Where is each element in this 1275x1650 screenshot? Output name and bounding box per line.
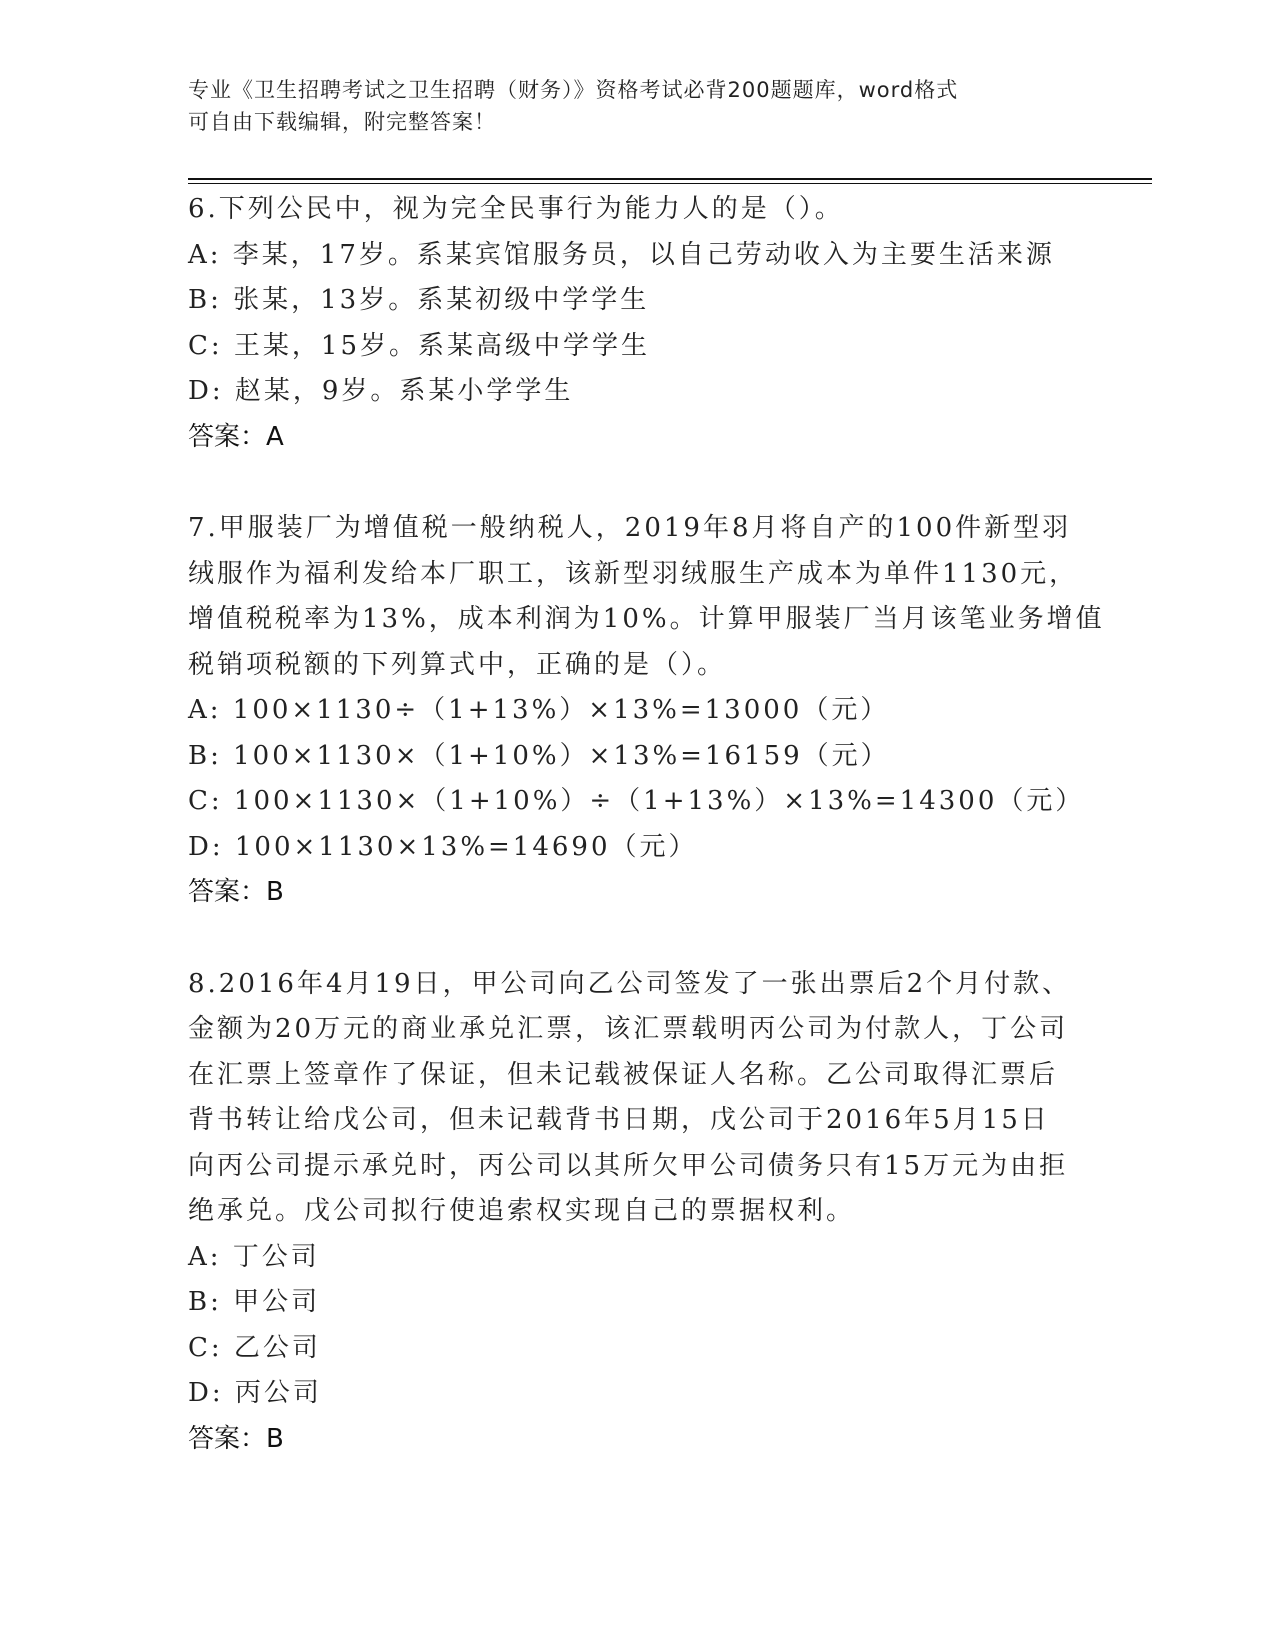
document-header <box>188 74 1068 138</box>
answer-label: 答案：B <box>188 1423 284 1454</box>
option-c: C: 乙公司 <box>188 1332 321 1363</box>
option-b: B: 张某，13岁。系某初级中学学生 <box>188 285 650 315</box>
option-c: C: 100×1130×（1+10%）÷（1+13%）×13%=14300（元） <box>188 786 1085 816</box>
question-stem <box>188 962 1088 1235</box>
option-a: A: 丁公司 <box>188 1241 320 1272</box>
question-stem <box>188 187 1088 233</box>
question-6 <box>188 187 1088 460</box>
question-stem-line: 绒服作为福利发给本厂职工，该新型羽绒服生产成本为单件1130元， <box>188 558 1079 589</box>
option-b: B: 甲公司 <box>188 1287 321 1317</box>
option-c: C: 王某，15岁。系某高级中学学生 <box>188 330 651 361</box>
question-list <box>188 187 1105 1462</box>
question-7 <box>188 506 1105 916</box>
question-stem-line: 税销项税额的下列算式中，正确的是（）。 <box>188 649 727 680</box>
question-stem-line: 在汇票上签章作了保证，但未记载被保证人名称。乙公司取得汇票后 <box>188 1059 1059 1090</box>
option-a: A: 李某，17岁。系某宾馆服务员，以自己劳动收入为主要生活来源 <box>188 239 1055 270</box>
question-8 <box>188 962 1088 1463</box>
answer-label: 答案：A <box>188 421 284 452</box>
header-line: 可自由下载编辑，附完整答案！ <box>188 110 496 134</box>
option-d: D: 100×1130×13%=14690（元） <box>188 831 698 862</box>
question-stem-line: 向丙公司提示承兑时，丙公司以其所欠甲公司债务只有15万元为由拒 <box>188 1150 1069 1181</box>
option-d: D: 赵某，9岁。系某小学学生 <box>188 376 574 406</box>
header-line: 专业《卫生招聘考试之卫生招聘（财务）》资格考试必背200题题库，word格式 <box>188 78 959 102</box>
option-a: A: 100×1130÷（1+13%）×13%=13000（元） <box>188 695 890 725</box>
question-stem <box>188 506 1105 688</box>
question-stem-line: 6.下列公民中，视为完全民事行为能力人的是（）。 <box>188 194 844 224</box>
question-stem-line: 金额为20万元的商业承兑汇票，该汇票载明丙公司为付款人，丁公司 <box>188 1014 1069 1044</box>
question-stem-line: 绝承兑。戊公司拟行使追索权实现自己的票据权利。 <box>188 1196 856 1226</box>
option-d: D: 丙公司 <box>188 1378 322 1408</box>
header-divider-thick <box>188 178 1152 180</box>
question-stem-line: 增值税税率为13%，成本利润为10%。计算甲服装厂当月该笔业务增值 <box>188 604 1105 634</box>
option-b: B: 100×1130×（1+10%）×13%=16159（元） <box>188 740 890 771</box>
question-stem-line: 7.甲服装厂为增值税一般纳税人，2019年8月将自产的100件新型羽 <box>188 513 1072 543</box>
question-stem-line: 背书转让给戊公司，但未记载背书日期，戊公司于2016年5月15日 <box>188 1105 1050 1135</box>
answer-label: 答案：B <box>188 877 284 907</box>
header-divider-thin <box>188 183 1152 184</box>
question-stem-line: 8.2016年4月19日，甲公司向乙公司签发了一张出票后2个月付款、 <box>188 968 1072 999</box>
